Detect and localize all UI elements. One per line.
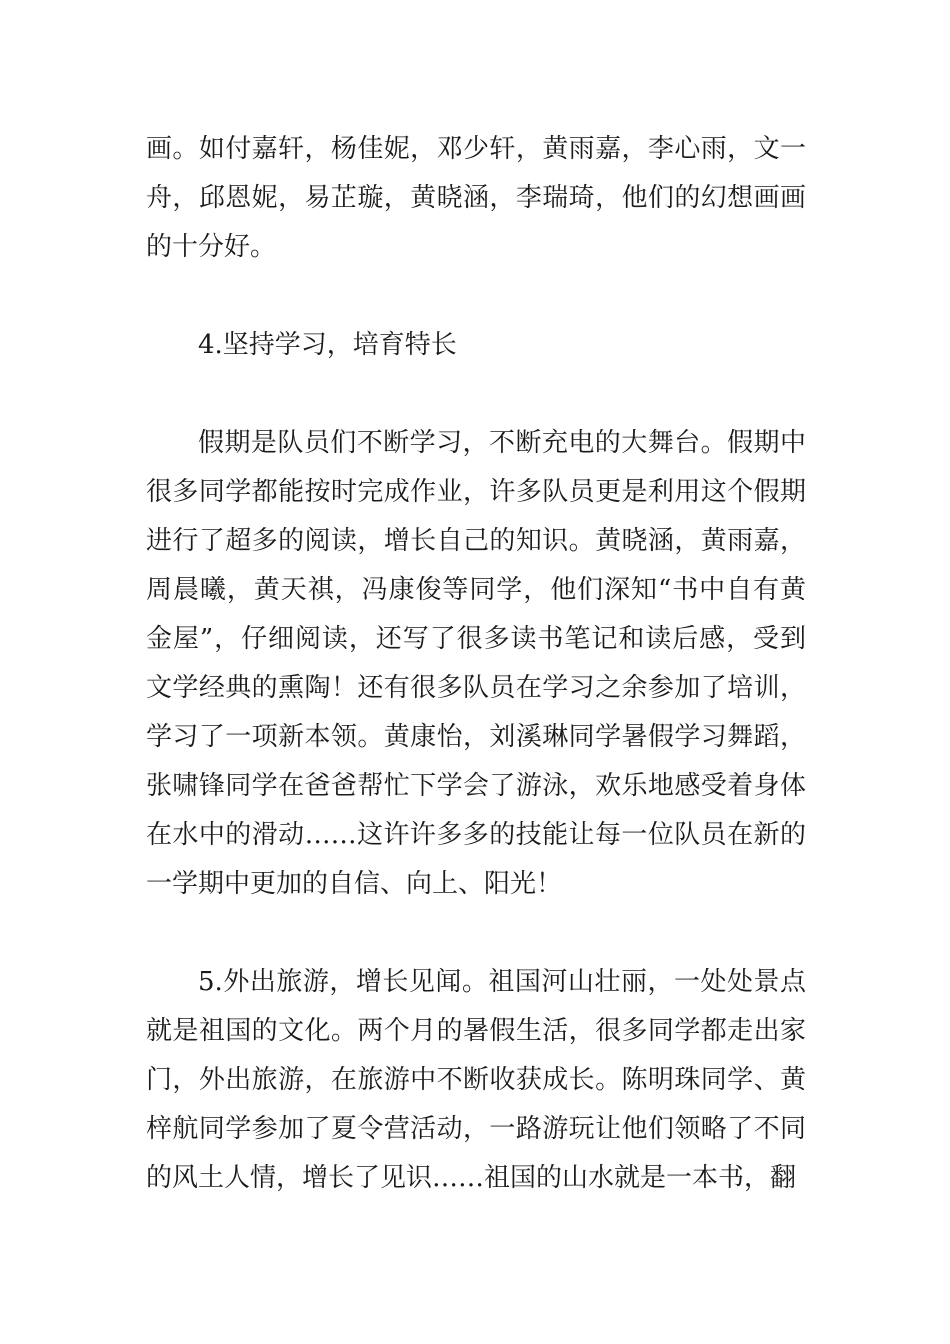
section-heading-4: 4.坚持学习，培育特长 [198,330,457,360]
paragraph-study: 假期是队员们不断学习，不断充电的大舞台。假期中很多同学都能按时完成作业，许多队员更是利用这个假期进行了超多的阅读，增长自己的知识。黄晓涵，黄雨嘉，周晨曦，黄天祺，冯康俊等同学，他们深知“书中自有黄金屋”，仔细阅读，还写了很多读书笔记和读后感，受到文学经典的熏陶！还有很多队员在学习之余参加了培训，学习了一项新本领。黄康怡，刘溪琳同学暑假学习舞蹈，张啸锋同学在爸爸帮忙下学会了游泳，欢乐地感受着身体在水中的滑动……这许许多多的技能让每一位队员在新的一学期中更加的自信、向上、阳光！ [146,428,806,899]
paragraph-continuation: 画。如付嘉轩，杨佳妮，邓少轩，黄雨嘉，李心雨，文一舟，邱恩妮，易芷璇，黄晓涵，李瑞琦，他们的幻想画画的十分好。 [146,134,806,262]
document-body [146,125,806,1203]
paragraph-travel: 5.外出旅游，增长见闻。祖国河山壮丽，一处处景点就是祖国的文化。两个月的暑假生活，很多同学都走出家门，外出旅游，在旅游中不断收获成长。陈明珠同学、黄梓航同学参加了夏令营活动，一路游玩让他们领略了不同的风土人情，增长了见识……祖国的山水就是一本书，翻 [146,967,806,1193]
